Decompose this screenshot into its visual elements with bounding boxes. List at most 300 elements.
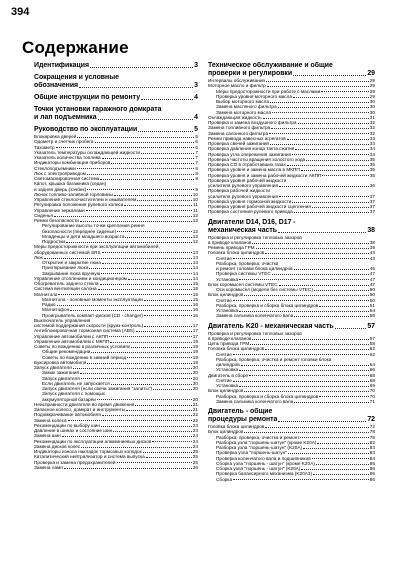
toc-page-number: 20: [192, 375, 198, 381]
toc-page-number: 14: [192, 265, 198, 271]
dot-leader: [279, 285, 369, 286]
toc-page-number: 62: [369, 351, 375, 357]
dot-leader: [100, 179, 194, 180]
dot-leader: [73, 368, 192, 369]
toc-section-heading[interactable]: [208, 219, 375, 227]
page-title: Содержание: [22, 38, 129, 57]
toc-entry[interactable]: [208, 477, 375, 482]
toc-entry-title: Рекомендации по эксплуатации алюминиевых дисков: [34, 438, 152, 444]
toc-page-number: 83: [369, 445, 375, 450]
toc-page-number: 19: [192, 349, 198, 355]
toc-entry-title: Одометр и счетчик пробега: [34, 139, 94, 145]
toc-page-number: 7: [195, 160, 198, 166]
dot-leader: [97, 399, 192, 400]
toc-entry-title: Управление автомобилем с МКПП: [34, 338, 110, 344]
dot-leader: [313, 474, 369, 475]
toc-page-number: 17: [192, 328, 198, 334]
dot-leader: [292, 202, 368, 203]
dot-leader: [270, 102, 369, 103]
toc-entry-title: Проверка и замена воздушного фильтра: [208, 120, 297, 125]
toc-page-number: 34: [369, 146, 375, 152]
dot-leader: [303, 448, 369, 449]
toc-page-number: 23: [192, 422, 198, 428]
toc-page-number: 14: [192, 275, 198, 281]
dot-leader: [295, 149, 368, 150]
toc-page-number: 43: [369, 255, 375, 261]
toc-entry-title: Проверка уровня и замена масла в МКПП: [208, 167, 300, 173]
dot-leader: [306, 160, 369, 161]
dot-leader: [266, 81, 369, 82]
toc-page-number: 31: [369, 114, 375, 120]
toc-entry-title: Интервалы обслуживания: [208, 78, 265, 83]
toc-entry-title: Проверка коленчатого вала и подшипников: [216, 455, 311, 461]
dot-leader: [144, 326, 192, 327]
toc-entry-title: Запуск двигателя с помощью: [42, 391, 106, 397]
toc-entry-title: Советы по вождению в зимний период: [42, 354, 127, 360]
dot-leader: [279, 186, 369, 187]
dot-leader: [91, 352, 191, 353]
dot-leader: [90, 67, 193, 68]
toc-page-number: 19: [192, 354, 198, 360]
toc-page-number: 11: [193, 202, 198, 208]
dot-leader: [244, 295, 368, 296]
dot-leader: [57, 305, 192, 306]
dot-leader: [152, 441, 191, 442]
toc-section-heading[interactable]: [208, 323, 375, 331]
toc-entry-title: Замена колеса: [34, 417, 67, 423]
dot-leader: [316, 464, 369, 465]
toc-entry-title: Двигатели D14, D16, D17 -: [208, 218, 296, 226]
toc-entry-title: Разборка, проверка и сборка блока цилиндров: [216, 393, 319, 399]
toc-entry-title: Проверка угла опережения зажигания: [208, 151, 292, 157]
dot-leader: [128, 279, 192, 280]
dot-leader: [319, 306, 369, 307]
toc-entry-title: Снятие: [216, 255, 232, 261]
dot-leader: [239, 279, 369, 280]
page-number: 394: [11, 6, 30, 18]
toc-entry-title: Запасное колесо, домкрат и инструменты: [34, 407, 126, 412]
dot-leader: [321, 91, 369, 92]
toc-entry-title: Управление автомобилем с АКПП: [34, 333, 109, 339]
toc-entry-title: Сборка: [216, 476, 233, 482]
toc-entry-title: Тахометр: [34, 144, 55, 150]
toc-entry-title: Замена топливного фильтра: [208, 125, 271, 131]
toc-page-number: 33: [369, 135, 375, 141]
dot-leader: [81, 378, 192, 379]
dot-leader: [101, 426, 192, 427]
toc-page-number: 30: [369, 109, 375, 115]
dot-leader: [272, 274, 369, 275]
toc-entry-title: Руководство по эксплуатации: [34, 126, 138, 133]
dot-leader: [70, 310, 192, 311]
toc-page-number: 20: [192, 370, 198, 376]
dot-leader: [66, 242, 192, 243]
toc-entry-title: Проверка системы VTEC: [216, 271, 271, 277]
dot-leader: [322, 175, 368, 176]
toc-entry-title: Снятие: [216, 377, 232, 383]
dot-leader: [58, 294, 191, 295]
dot-leader: [95, 142, 195, 143]
toc-page-number: 15: [192, 286, 198, 292]
toc-entry-title: Антиблокировочная тормозная система (ABS): [34, 328, 135, 334]
dot-leader: [62, 436, 192, 437]
toc-page-number: 25: [192, 459, 198, 465]
toc-entry-title: Охлаждающая жидкость: [208, 114, 262, 120]
toc-page-number: 68: [369, 377, 375, 383]
toc-entry-title: Меры предосторожности при эксплуатации автомобилей,: [34, 244, 160, 250]
dot-leader: [233, 258, 369, 259]
toc-entry-title: Индикаторы комбинации приборов: [34, 160, 111, 166]
toc-section-heading[interactable]: [208, 408, 375, 416]
dot-leader: [131, 347, 192, 348]
dot-leader: [80, 221, 192, 222]
toc-entry-title: Если двигатель не запускается: [42, 380, 110, 386]
dot-leader: [278, 421, 366, 422]
toc-entry-title: процедуры ремонта: [208, 416, 278, 423]
toc-page-number: 50: [369, 297, 375, 303]
toc-page-number: 57: [367, 322, 375, 330]
toc-page-number: 34: [369, 151, 375, 157]
toc-entry-title: Замена моторного масла: [216, 109, 272, 115]
dot-leader: [124, 205, 192, 206]
toc-page-number: 35: [369, 172, 375, 178]
dot-leader: [102, 263, 192, 264]
toc-page-number: 47: [369, 281, 375, 287]
toc-entry-title: Головка блока цилиндров: [208, 424, 265, 429]
toc-page-number: 30: [369, 99, 375, 104]
dot-leader: [279, 196, 369, 197]
dot-leader: [319, 396, 369, 397]
toc-entry-title: Проверка состояния рулевого привода: [208, 209, 293, 215]
toc-entry-title: Запуск двигателя: [34, 365, 72, 370]
toc-page-number: 45: [369, 266, 375, 271]
toc-page-number: 29: [369, 93, 375, 99]
toc-section-heading[interactable]: [34, 74, 198, 82]
toc-entry-title: Разборка узла "поршень-шатун" (K20A): [216, 445, 302, 450]
toc-entry-title: Разборка, проверка, очистка и ремонт: [216, 434, 300, 440]
dot-leader: [263, 118, 369, 119]
toc-page-number: 5: [195, 134, 198, 139]
dot-leader: [301, 170, 369, 171]
dot-leader: [265, 427, 368, 428]
dot-leader: [278, 232, 366, 233]
dot-leader: [249, 375, 369, 376]
toc-entry-title: Ремень привода ГРМ: [208, 245, 255, 250]
toc-page-number: 64: [369, 362, 375, 367]
toc-page-number: 24: [192, 438, 198, 444]
toc-entry-title: Управление зеркалами: [34, 207, 85, 213]
toc-entry-title: Лючок топливо-заливной горловины: [34, 191, 113, 197]
dot-leader: [272, 112, 369, 113]
toc-page-number: 25: [192, 449, 198, 454]
toc-section-heading[interactable]: [34, 82, 198, 90]
toc-entry-title: Двигатель - общие: [208, 408, 273, 415]
toc-page-number: 16: [192, 312, 198, 318]
dot-leader: [287, 139, 369, 140]
toc-page-number: 23: [192, 428, 198, 433]
toc-entry-title: Сокращения и условные: [34, 74, 119, 81]
toc-entry-title: Проигрыватель компакт-дисков (CD - changer): [42, 312, 143, 318]
toc-section-heading[interactable]: [208, 70, 375, 78]
toc-page-number: 11: [193, 207, 198, 213]
toc-entry-title: Двигатель в сборе: [208, 372, 249, 378]
dot-leader: [294, 402, 369, 403]
toc-entry-title: Система вентиляции салона: [34, 286, 97, 292]
toc-page-number: 72: [367, 416, 375, 423]
toc-entry-title: Сиденья: [34, 212, 53, 218]
dot-leader: [146, 457, 192, 458]
dot-leader: [312, 458, 369, 459]
toc-entry-title: Сборка узла "поршень - шатун" (кроме K20A): [216, 460, 315, 466]
dot-leader: [270, 144, 369, 145]
toc-entry-title: Советы по вождению в различных условиях: [34, 344, 131, 349]
toc-entry-title: Общие инструкции по ремонту: [34, 94, 141, 101]
dot-leader: [153, 389, 192, 390]
toc-page-number: 66: [369, 367, 375, 373]
toc-page-number: 38: [369, 239, 375, 245]
toc-entry-title: Замена сальника коленчатого вала: [216, 398, 294, 404]
toc-entry-title: Замена салонного фильтра: [208, 130, 269, 136]
toc-page-number: 47: [369, 271, 375, 277]
dot-leader: [113, 431, 192, 432]
toc-page-number: 37: [369, 204, 375, 209]
dot-leader: [250, 344, 369, 345]
toc-page-number: 36: [369, 183, 375, 188]
toc-page-number: 43: [369, 250, 375, 256]
dot-leader: [54, 216, 192, 217]
toc-page-number: 32: [369, 120, 375, 125]
toc-page-number: 57: [369, 335, 375, 341]
toc-page-number: 24: [192, 443, 198, 449]
toc-entry-title: Блок цилиндров: [208, 429, 244, 435]
toc-entry[interactable]: [34, 465, 198, 470]
toc-entry-title: Разборка, проверка и сборка блока цилиндров: [216, 302, 319, 308]
dot-leader: [241, 365, 369, 366]
toc-page-number: 24: [192, 433, 198, 439]
toc-entry-title: механическая часть: [208, 226, 277, 234]
toc-entry-title: Регулировка положения рулевого колеса: [34, 202, 124, 208]
dot-leader: [314, 290, 369, 291]
dot-leader: [87, 174, 194, 175]
toc-entry-title: Проверка СО в отработавших газах: [208, 162, 286, 167]
toc-page-number: 20: [192, 386, 198, 391]
toc-entry-title: Установка: [216, 276, 239, 282]
toc-page-number: 12: [192, 218, 198, 223]
toc-entry-title: Блок цилиндров: [208, 388, 244, 394]
toc-page-number: 85: [369, 460, 375, 466]
dot-leader: [137, 200, 192, 201]
toc-page-number: 3: [194, 62, 198, 69]
toc-page-number: 21: [192, 401, 198, 407]
dot-leader: [56, 147, 195, 148]
dot-leader: [44, 258, 192, 259]
toc-entry-title: Разборка, проверка, очистка и ремонт головки блока: [216, 356, 332, 362]
toc-entry-title: Выключатель управления: [34, 317, 91, 323]
dot-leader: [233, 354, 369, 355]
toc-entry-title: Проверка балансирного механизма (K20A3): [216, 471, 313, 477]
dot-leader: [109, 336, 191, 337]
toc-entry-title: Магнитофон: [42, 307, 70, 313]
toc-page-number: 83: [369, 450, 375, 456]
toc-page-number: 6: [195, 144, 198, 150]
toc-section-heading[interactable]: [34, 62, 198, 70]
toc-page-number: 37: [369, 198, 375, 204]
toc-entry-title: Рекомендации по выбору шин: [34, 422, 100, 428]
dot-leader: [87, 189, 194, 190]
toc-page-number: 86: [369, 466, 375, 471]
toc-entry-title: Ремни привода навесных агрегатов: [208, 135, 286, 141]
dot-leader: [294, 212, 369, 213]
dot-leader: [135, 405, 191, 406]
toc-section-heading[interactable]: [34, 94, 198, 102]
dot-leader: [267, 86, 369, 87]
toc-section-heading[interactable]: [208, 416, 375, 424]
toc-entry-title: Подростки: [42, 239, 65, 244]
toc-page-number: 37: [369, 193, 375, 199]
toc-page-number: 9: [195, 186, 198, 192]
toc-entry-title: Проверка свечей зажигания: [208, 141, 269, 146]
dot-leader: [111, 384, 192, 385]
toc-entry-title: Проверка уровня рабочей жидкости сцепления: [208, 204, 311, 209]
toc-entry-title: Проверка давления конца такта сжатия: [208, 146, 295, 152]
toc-entry-title: Общие рекомендации: [42, 349, 91, 355]
toc-entry-title: Указатель количества топлива: [34, 155, 101, 160]
dot-leader: [127, 357, 192, 358]
dot-leader: [114, 195, 192, 196]
toc-page-number: 17: [192, 333, 198, 339]
dot-leader: [278, 107, 369, 108]
dot-leader: [98, 119, 194, 120]
toc-entry-title: Замена дисков колес: [34, 443, 81, 449]
toc-page-number: 19: [192, 338, 198, 344]
toc-section-heading[interactable]: [208, 227, 375, 235]
dot-leader: [81, 447, 192, 448]
dot-leader: [102, 252, 192, 253]
toc-page-number: 38: [367, 226, 375, 234]
toc-entry-title: Светомаскировочная система: [34, 176, 100, 181]
toc-page-number: 47: [369, 276, 375, 282]
dot-leader: [110, 342, 192, 343]
dot-leader: [301, 469, 368, 470]
toc-entry-title: Головка блока цилиндров: [208, 250, 265, 256]
toc-entry-title: Сборка узла "поршень - шатун" (K20A): [216, 466, 301, 471]
toc-entry-title: Замена ламп: [34, 464, 63, 470]
toc-page-number: 70: [369, 388, 375, 394]
toc-entry-title: Стеклоподъемники: [34, 165, 76, 171]
toc-page-number: 10: [192, 191, 198, 197]
dot-leader: [98, 289, 192, 290]
dot-leader: [117, 462, 192, 463]
dot-leader: [244, 391, 368, 392]
toc-entry-title: Люк: [34, 254, 43, 260]
toc-page-number: 78: [369, 429, 375, 435]
toc-page-number: 68: [369, 372, 375, 378]
toc-entry-title: Управление отоплением и кондиционером: [34, 275, 127, 281]
toc-page-number: 12: [192, 233, 198, 239]
toc-entry-title: Люк с электроприводом: [34, 170, 86, 176]
toc-section-heading[interactable]: [34, 126, 198, 134]
dot-leader: [269, 133, 369, 134]
toc-entry-title: Неисправности двигателя во время движения: [34, 401, 135, 407]
toc-entry-title: Запуск двигателя: [42, 375, 80, 381]
toc-entry-title: Моторное масло и фильтр: [208, 83, 266, 89]
toc-entry-title: Магнитола - основные моменты эксплуатации: [42, 296, 143, 302]
toc-section-heading[interactable]: [34, 114, 198, 122]
toc-entry-title: Снятие: [216, 297, 232, 303]
toc-page-number: 71: [369, 398, 375, 404]
toc-entry-title: Идентификация: [34, 62, 89, 69]
toc-entry-title: Проверка узла "поршень-шатун": [216, 450, 287, 456]
toc-page-number: 8: [195, 176, 198, 181]
toc-entry-title: Замена сальника коленчатого вала: [216, 313, 294, 319]
dot-leader: [68, 420, 192, 421]
dot-leader: [86, 210, 193, 211]
toc-entry-title: Магнитола: [34, 291, 58, 297]
toc-page-number: 12: [192, 239, 198, 244]
toc-page-number: 54: [369, 308, 375, 313]
toc-entry-title: Каталитический нейтрализатор и система выпуска: [34, 454, 145, 460]
toc-entry-title: в приводе клапанов: [208, 239, 252, 245]
dot-leader: [293, 75, 366, 76]
toc-page-number: 32: [369, 125, 375, 131]
dot-leader: [265, 349, 368, 350]
dot-leader: [239, 311, 369, 312]
toc-entry-title: Управление стеклоочистителем и омывателем: [34, 197, 137, 202]
dot-leader: [256, 248, 369, 249]
toc-entry-title: Давление в шинах и состояние шин: [34, 428, 113, 433]
toc-entry-title: безопасности (переднее сиденье): [42, 228, 117, 234]
toc-entry-title: Замена шин: [34, 433, 61, 439]
toc-entry-title: Проверка уровня моторного масла: [216, 93, 292, 99]
toc-entry-title: Установка: [216, 308, 239, 313]
toc-page-number: 29: [369, 88, 375, 94]
toc-entry-title: Запуск двигателя (если свечи зажигания "залиты"): [42, 386, 153, 391]
toc-section-heading[interactable]: [208, 62, 375, 70]
toc-section-heading[interactable]: [34, 106, 198, 114]
toc-page-number: 7: [195, 155, 198, 160]
toc-entry-title: Блокировка дверей: [34, 134, 77, 139]
dot-leader: [252, 243, 368, 244]
dot-leader: [287, 165, 369, 166]
toc-entry-title: Проверка и замена предохранителей: [34, 459, 116, 465]
dot-leader: [239, 370, 369, 371]
toc-entry-title: Регулирование высоты точки крепления ремня: [42, 223, 145, 229]
dot-leader: [138, 131, 193, 132]
toc-entry-title: Приоткрывание люка: [42, 265, 89, 271]
toc-page-number: 86: [369, 471, 375, 477]
dot-leader: [102, 158, 195, 159]
toc-entry-title: усилителя рулевого управления: [208, 183, 278, 188]
dot-leader: [294, 269, 369, 270]
toc-page-number: 39: [369, 245, 375, 250]
dot-leader: [79, 87, 193, 88]
toc-page-number: 14: [192, 270, 198, 276]
toc-entry-title: Выбор моторного масла: [216, 99, 269, 104]
toc-page-number: 15: [192, 296, 198, 302]
dot-leader: [312, 207, 369, 208]
toc-page-number: 12: [192, 212, 198, 218]
toc-entry-title: Блок цилиндров: [208, 292, 244, 298]
dot-leader: [252, 339, 368, 340]
dot-leader: [77, 168, 194, 169]
dot-leader: [102, 415, 192, 416]
toc-entry-title: Радио: [42, 302, 56, 307]
toc-entry-title: Проверка уровня тормозной жидкости: [208, 198, 292, 204]
toc-page-number: 30: [369, 104, 375, 110]
toc-entry-title: Замена масляного фильтра: [216, 104, 277, 110]
dot-leader: [64, 468, 192, 469]
toc-page-number: 4: [194, 114, 198, 121]
